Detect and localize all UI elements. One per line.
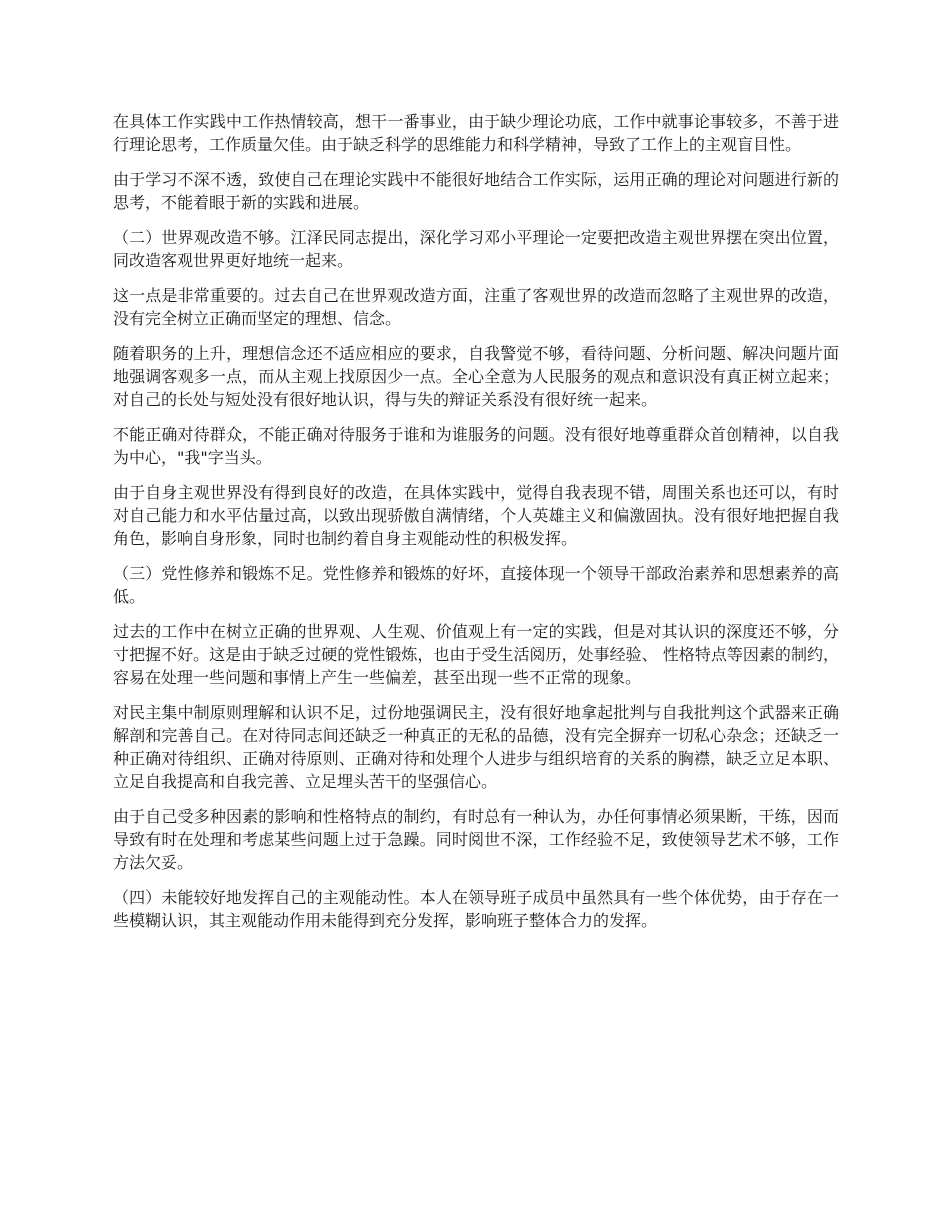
paragraph-5: 随着职务的上升，理想信念还不适应相应的要求，自我警觉不够，看待问题、分析问题、解决问题片面地强调客观多一点，而从主观上找原因少一点。全心全意为人民服务的观点和意识没有真正树立起来；对自己的长处与短处没有很好地认识，得与失的辩证关系没有很好统一起来。	[113, 344, 839, 409]
paragraph-7: 由于自身主观世界没有得到良好的改造，在具体实践中，觉得自我表现不错，周围关系也还可以，有时对自己能力和水平估量过高，以致出现骄傲自满情绪，个人英雄主义和偏激固执。没有很好地把握自我角色，影响自身形象，同时也制约着自身主观能动性的积极发挥。	[113, 483, 839, 548]
paragraph-3: （二）世界观改造不够。江泽民同志提出，深化学习邓小平理论一定要把改造主观世界摆在突出位置，同改造客观世界更好地统一起来。	[113, 228, 839, 270]
paragraph-2: 由于学习不深不透，致使自己在理论实践中不能很好地结合工作实际，运用正确的理论对问题进行新的思考，不能着眼于新的实践和进展。	[113, 170, 839, 212]
paragraph-4: 这一点是非常重要的。过去自己在世界观改造方面，注重了客观世界的改造而忽略了主观世界的改造，没有完全树立正确而坚定的理想、信念。	[113, 286, 839, 328]
paragraph-8: （三）党性修养和锻炼不足。党性修养和锻炼的好坏，直接体现一个领导干部政治素养和思想素养的高低。	[113, 564, 839, 606]
paragraph-12: （四）未能较好地发挥自己的主观能动性。本人在领导班子成员中虽然具有一些个体优势，由于存在一些模糊认识，其主观能动作用未能得到充分发挥，影响班子整体合力的发挥。	[113, 888, 839, 930]
paragraph-9: 过去的工作中在树立正确的世界观、人生观、价值观上有一定的实践，但是对其认识的深度还不够，分寸把握不好。这是由于缺乏过硬的党性锻炼，也由于受生活阅历，处事经验、 性格特点等因素的制约，容易在处理一些问题和事情上产生一些偏差，甚至出现一些不正常的现象。	[113, 622, 839, 687]
paragraph-1: 在具体工作实践中工作热情较高，想干一番事业，由于缺少理论功底，工作中就事论事较多，不善于进行理论思考，工作质量欠佳。由于缺乏科学的思维能力和科学精神，导致了工作上的主观盲目性。	[113, 112, 839, 154]
paragraph-11: 由于自己受多种因素的影响和性格特点的制约，有时总有一种认为，办任何事情必须果断，干练，因而导致有时在处理和考虑某些问题上过于急躁。同时阅世不深，工作经验不足，致使领导艺术不够，工作方法欠妥。	[113, 807, 839, 872]
document-page	[113, 110, 839, 944]
paragraph-10: 对民主集中制原则理解和认识不足，过份地强调民主，没有很好地拿起批判与自我批判这个武器来正确解剖和完善自己。在对待同志间还缺乏一种真正的无私的品德，没有完全摒弃一切私心杂念；还缺乏一种正确对待组织、正确对待原则、正确对待和处理个人进步与组织培育的关系的胸襟，缺乏立足本职、立足自我提高和自我完善、立足埋头苦干的坚强信心。	[113, 703, 839, 791]
paragraph-6: 不能正确对待群众，不能正确对待服务于谁和为谁服务的问题。没有很好地尊重群众首创精神，以自我为中心，"我"字当头。	[113, 425, 839, 467]
